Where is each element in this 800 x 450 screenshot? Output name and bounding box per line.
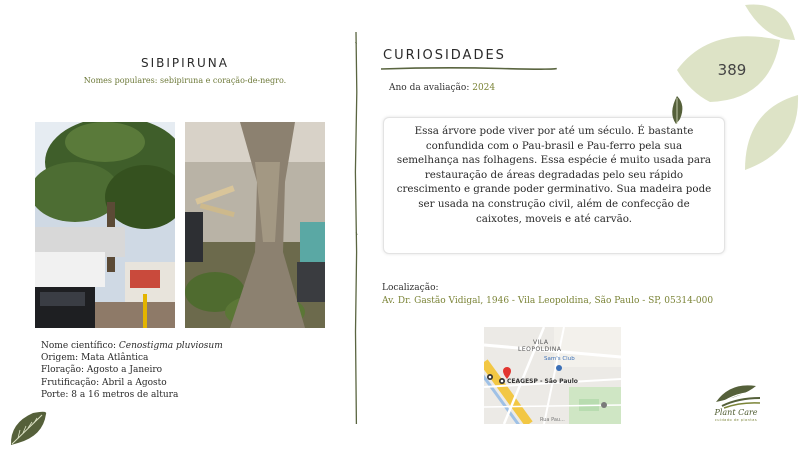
- size-line: Porte: 8 a 16 metros de altura: [41, 389, 179, 400]
- evaluation-year-value: 2024: [472, 83, 496, 93]
- scientific-name: Cenostigma pluviosum: [118, 341, 223, 351]
- tree-canopy-photo: [35, 122, 175, 328]
- fruiting-line: Frutificação: Abril a Agosto: [41, 377, 167, 388]
- decorative-leaves: [670, 0, 800, 175]
- map-poi-ceagesp: CEAGESP - São Paulo: [507, 378, 578, 385]
- species-name: SIBIPIRUNA: [140, 56, 229, 70]
- map-district-line2: LEOPOLDINA: [518, 346, 562, 353]
- flowering-line: Floração: Agosto a Janeiro: [41, 365, 163, 376]
- map-street-partial: Rua Pau...: [540, 417, 565, 423]
- brand-name: Plant Care: [714, 408, 758, 417]
- map-poi-sams: Sam's Club: [544, 356, 575, 362]
- brand-tagline: cuidado de plantas: [714, 418, 758, 422]
- sams-club-pin[interactable]: [556, 365, 562, 371]
- curiosities-title: CURIOSIDADES: [383, 48, 506, 63]
- map-district-line1: VILA: [533, 339, 549, 346]
- origin-line: Origem: Mata Atlântica: [41, 353, 149, 364]
- evaluation-year: Ano da avaliação: 2024: [389, 83, 496, 93]
- species-facts: [41, 340, 223, 401]
- location-map[interactable]: [484, 327, 621, 424]
- tree-trunk-photo: [185, 122, 325, 328]
- tree-number-badge: 389: [717, 61, 747, 79]
- scientific-name-line: Nome científico: Cenostigma pluviosum: [41, 341, 223, 351]
- popular-names: Nomes populares: sebipiruna e coração-de-negro.: [83, 76, 287, 85]
- bottom-leaf-icon: [8, 408, 48, 448]
- location-label: Localização:: [382, 283, 439, 293]
- title-underline: [381, 65, 557, 73]
- location-address: Av. Dr. Gastão Vidigal, 1946 - Vila Leopoldina, São Paulo - SP, 05314-000: [382, 296, 714, 306]
- column-divider: [354, 32, 358, 424]
- curiosities-text: Essa árvore pode viver por até um século. É bastante confundida com o Pau-brasil e Pau-ferro pela sua semelhança nas folhagens. Essa espécie é muito usada para restauração de áreas degradadas pelo seu rápido crescimento e grande poder germinativo. Sua madeira pode ser usada na construção civil, além de confecção de caixotes, moveis e até carvão.: [383, 117, 725, 254]
- small-leaf-icon: [668, 95, 686, 125]
